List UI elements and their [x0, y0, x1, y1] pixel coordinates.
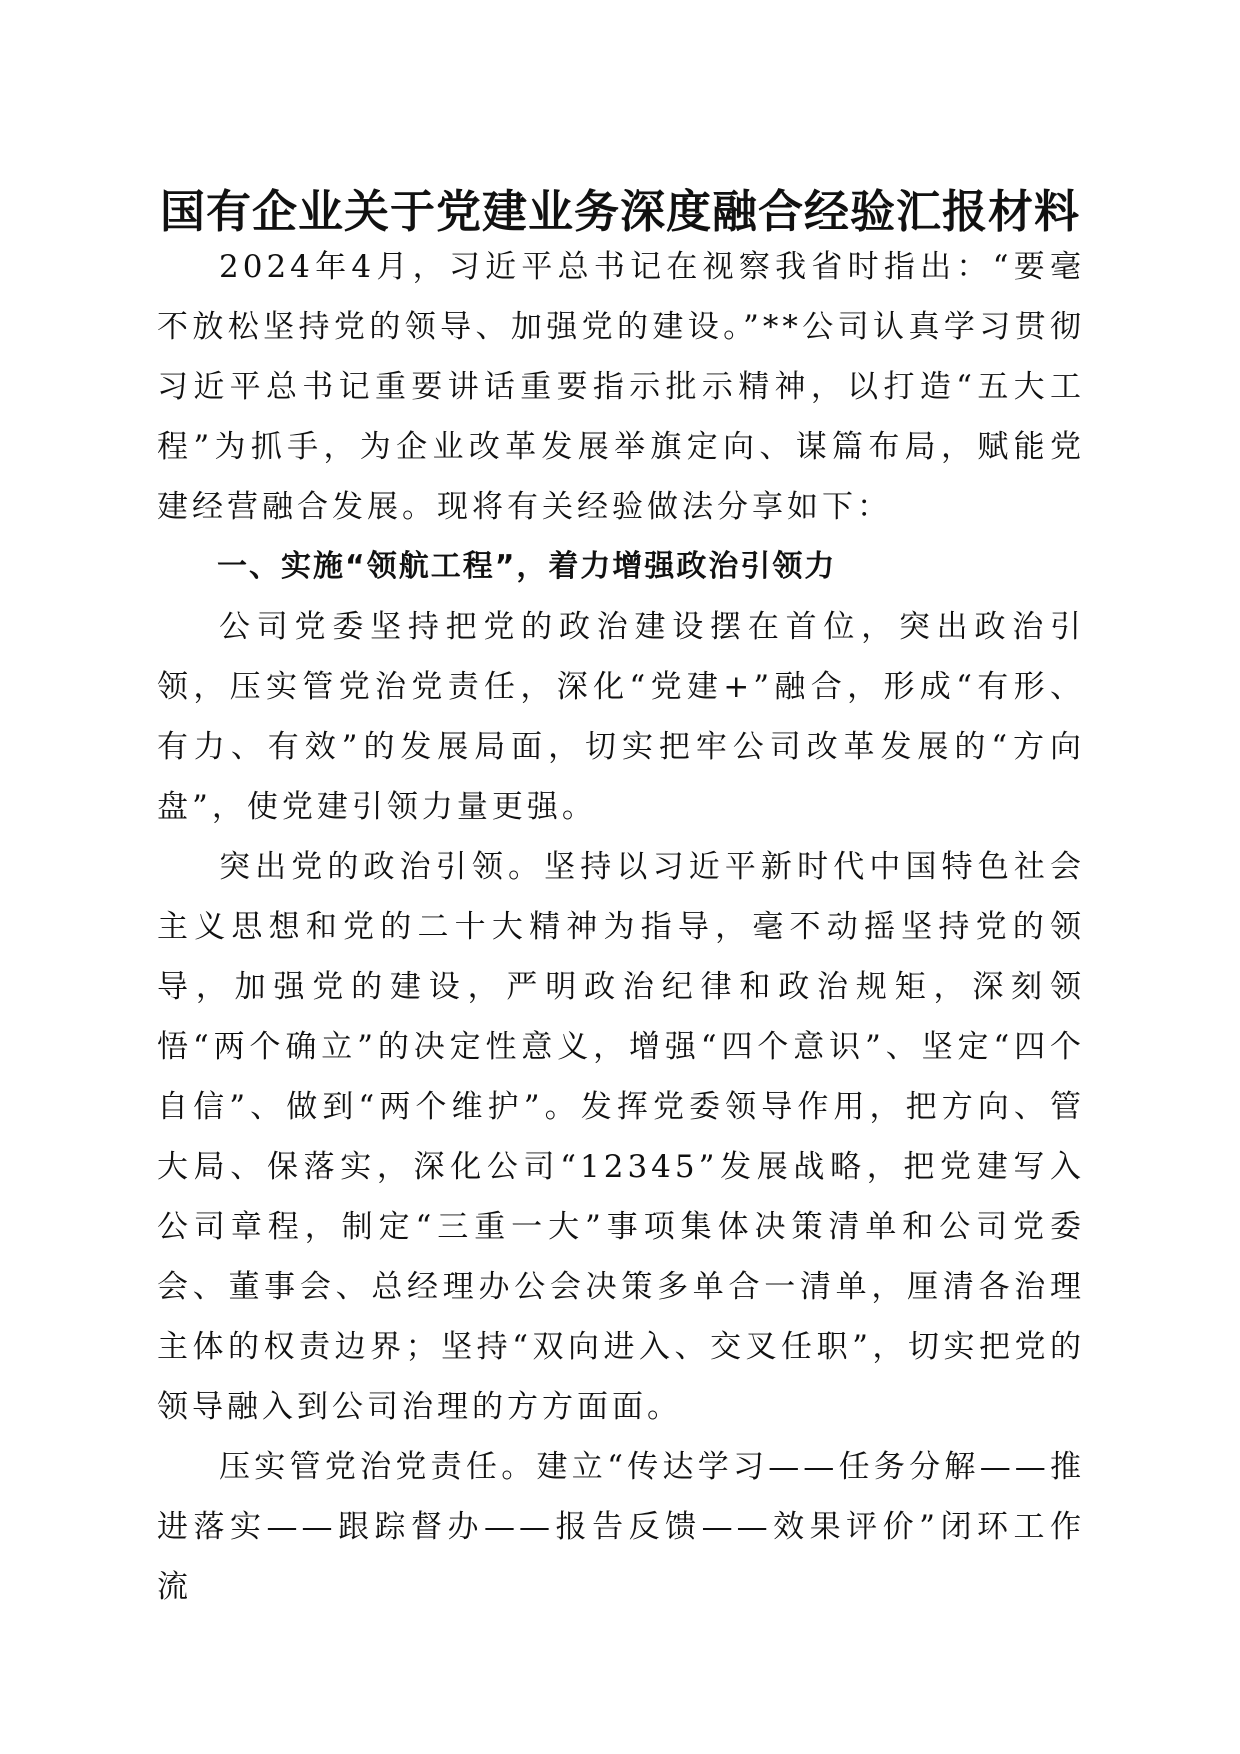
political-leadership-paragraph: 突出党的政治引领。坚持以习近平新时代中国特色社会主义思想和党的二十大精神为指导，毫不动摇坚持党的领导，加强党的建设，严明政治纪律和政治规矩，深刻领悟“两个确立”的决定性意义，增强“四个意识”、坚定“四个自信”、做到“两个维护”。发挥党委领导作用，把方向、管大局、保落实，深化公司“12345”发展战略，把党建写入公司章程，制定“三重一大”事项集体决策清单和公司党委会、董事会、总经理办公会决策多单合一清单，厘清各治理主体的权责边界；坚持“双向进入、交叉任职”，切实把党的领导融入到公司治理的方方面面。	[157, 849, 1085, 1425]
document-body	[157, 237, 1085, 1617]
document-title: 国有企业关于党建业务深度融合经验汇报材料	[159, 185, 1080, 238]
section-1-summary-paragraph: 公司党委坚持把党的政治建设摆在首位，突出政治引领，压实管党治党责任，深化“党建+”融合，形成“有形、有力、有效”的发展局面，切实把牢公司改革发展的“方向盘”，使党建引领力量更强。	[157, 609, 1085, 825]
section-heading-1: 一、实施“领航工程”，着力增强政治引领力	[217, 549, 837, 584]
intro-paragraph: 2024年4月，习近平总书记在视察我省时指出：“要毫不放松坚持党的领导、加强党的建设。”**公司认真学习贯彻习近平总书记重要讲话重要指示批示精神，以打造“五大工程”为抓手，为企业改革发展举旗定向、谋篇布局，赋能党建经营融合发展。现将有关经验做法分享如下：	[157, 249, 1085, 525]
party-responsibility-paragraph: 压实管党治党责任。建立“传达学习——任务分解——推进落实——跟踪督办——报告反馈——效果评价”闭环工作流	[157, 1449, 1085, 1605]
